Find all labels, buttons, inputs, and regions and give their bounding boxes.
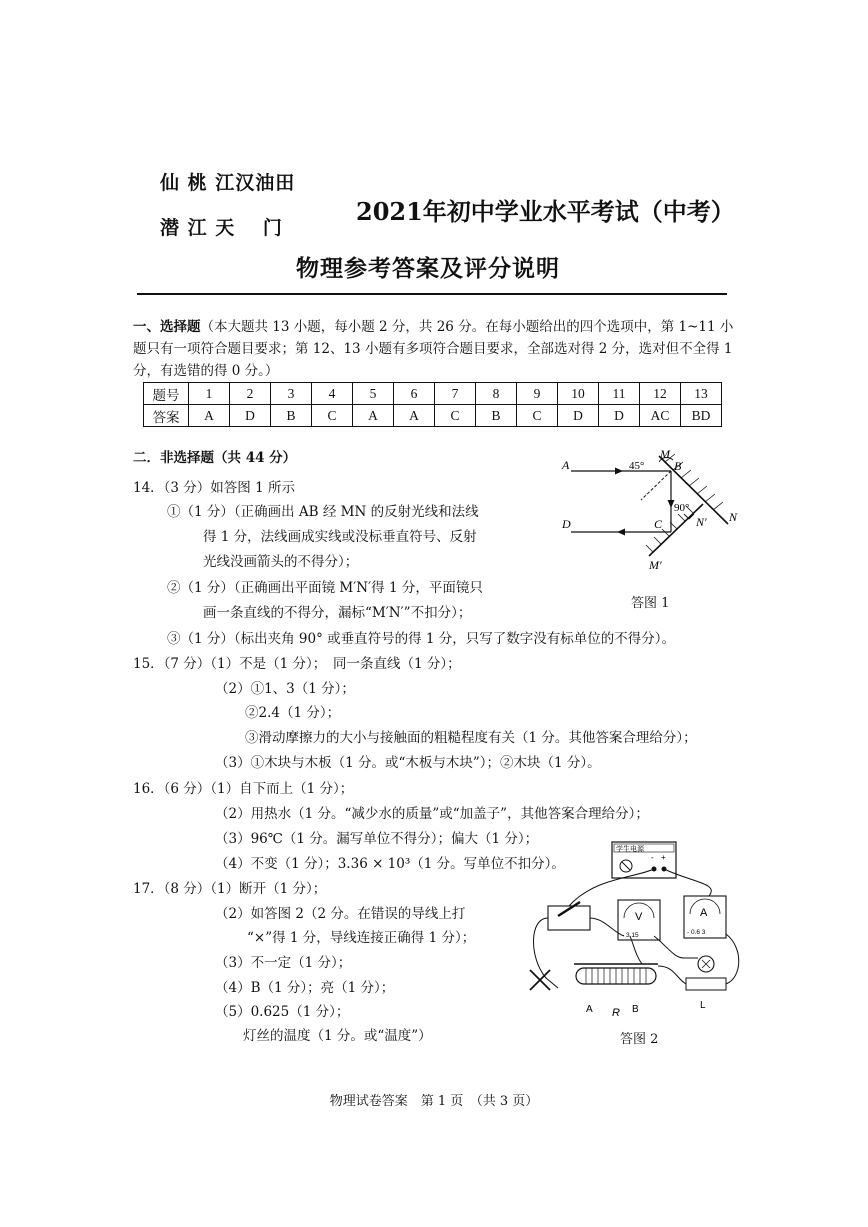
table-cell: A: [353, 405, 394, 427]
label-n: N: [729, 510, 738, 524]
table-cell: A: [394, 405, 435, 427]
table-cell: C: [517, 405, 558, 427]
table-cell: D: [599, 405, 640, 427]
table-row-answers: [144, 405, 722, 427]
rheostat-terminal-b: B: [632, 1004, 639, 1015]
answer-line: ②2.4（1 分）；: [245, 705, 341, 721]
answer-line: 15．（7 分）（1）不是（1 分）； 同一条直线（1 分）；: [133, 656, 461, 672]
answer-line: 画一条直线的不得分，漏标“M′N′”不扣分）；: [203, 605, 472, 621]
answer-line: （5）0.625（1 分）；: [215, 1004, 350, 1020]
table-cell: 9: [517, 383, 558, 405]
answer-line: “×”得 1 分，导线连接正确得 1 分）；: [247, 930, 476, 946]
table-cell: 7: [435, 383, 476, 405]
figure-2-circuit: [524, 838, 749, 1023]
label-m: M: [660, 448, 670, 461]
power-minus: -: [651, 853, 654, 862]
answer-line: ②（1 分）（正确画出平面镜 M′N′得 1 分，平面镜只: [167, 580, 483, 596]
section1-intro: [133, 316, 738, 382]
page-subtitle: 物理参考答案及评分说明: [296, 255, 560, 282]
table-cell: D: [558, 405, 599, 427]
row-label: 题号: [144, 383, 189, 405]
regions-line-1: 仙 桃 江汉油田: [160, 172, 296, 194]
answer-line: （3）96℃（1 分。漏写单位不得分）；偏大（1 分）；: [215, 831, 539, 847]
table-cell: 4: [312, 383, 353, 405]
label-b: B: [674, 459, 682, 473]
table-cell: 3: [271, 383, 312, 405]
table-cell: 6: [394, 383, 435, 405]
angle-90-label: 90°: [674, 502, 690, 514]
answer-line: ①（1 分）（正确画出 AB 经 MN 的反射光线和法线: [167, 504, 479, 520]
table-cell: 1: [189, 383, 230, 405]
answer-line: 灯丝的温度（1 分。或“温度”）: [243, 1028, 432, 1044]
table-cell: 11: [599, 383, 640, 405]
table-cell: 13: [681, 383, 722, 405]
section1-text: （本大题共 13 小题，每小题 2 分，共 26 分。在每小题给出的四个选项中，第 1~11 小题只有一项符合题目要求；第 12、13 小题有多项符合题目要求，全部选对得 2 分，选对但不全得 1 分，有选错的得 0 分。）: [133, 319, 734, 379]
answer-table: [143, 382, 722, 427]
answer-line: （2）用热水（1 分。“减少水的质量”或“加盖子”，其他答案合理给分）；: [215, 806, 649, 822]
ammeter-scale: - 0.6 3: [687, 929, 706, 936]
label-d: D: [562, 517, 571, 531]
table-cell: 2: [230, 383, 271, 405]
ammeter-label: A: [700, 907, 708, 919]
table-cell: 10: [558, 383, 599, 405]
table-cell: A: [189, 405, 230, 427]
table-cell: 5: [353, 383, 394, 405]
figure-1-ray-diagram: [553, 448, 748, 573]
table-row-numbers: [144, 383, 722, 405]
voltmeter-label: V: [635, 911, 643, 923]
label-m-prime: M′: [649, 558, 662, 572]
power-label: 学生电源: [616, 846, 644, 853]
answer-line: ③（1 分）（标出夹角 90° 或垂直符号的得 1 分，只写了数字没有标单位的不得分）。: [167, 631, 676, 647]
table-cell: B: [476, 405, 517, 427]
answer-line: 16．（6 分）（1）自下而上（1 分）；: [133, 781, 354, 797]
power-plus: +: [661, 853, 666, 862]
page-footer: 物理试卷答案 第 1 页 （共 3 页）: [329, 1094, 539, 1109]
rheostat-terminal-a: A: [586, 1004, 593, 1015]
answer-line: （3）①木块与木板（1 分。或“木板与木块”）；②木块（1 分）。: [215, 755, 601, 771]
regions-line-2: 潜 江 天 门: [160, 217, 283, 239]
table-cell: D: [230, 405, 271, 427]
answer-line: （3）不一定（1 分）；: [215, 955, 352, 971]
table-cell: 12: [640, 383, 681, 405]
figure-1-caption: 答图 1: [631, 596, 670, 611]
answer-line: （4）不变（1 分）；3.36 × 10³（1 分。写单位不扣分）。: [215, 856, 565, 872]
page-title: 2021年初中学业水平考试（中考）: [356, 197, 735, 226]
section2-heading: 二．非选择题（共 44 分）: [133, 450, 297, 466]
answer-line: （2）①1、3（1 分）；: [215, 681, 355, 697]
answer-line: 得 1 分，法线画成实线或没标垂直符号、反射: [203, 529, 477, 545]
angle-45-label: 45°: [629, 460, 645, 472]
row-label: 答案: [144, 405, 189, 427]
label-n-prime: N′: [696, 515, 707, 529]
answer-line: 14．（3 分）如答图 1 所示: [133, 480, 295, 496]
answer-line: 17．（8 分）（1）断开（1 分）；: [133, 881, 327, 897]
answer-line: （2）如答图 2（2 分。在错误的导线上打: [215, 906, 466, 922]
answer-line: （4）B（1 分）；亮（1 分）；: [215, 980, 395, 996]
section1-heading: 一、选择题: [133, 319, 201, 335]
rheostat-label: R: [612, 1007, 620, 1019]
label-c: C: [654, 517, 663, 531]
table-cell: B: [271, 405, 312, 427]
table-cell: C: [312, 405, 353, 427]
table-cell: AC: [640, 405, 681, 427]
answer-line: ③滑动摩擦力的大小与接触面的粗糙程度有关（1 分。其他答案合理给分）；: [245, 730, 697, 746]
header-divider: [137, 293, 727, 295]
answer-line: 光线没画箭头的不得分）；: [203, 554, 359, 570]
figure-2-caption: 答图 2: [620, 1032, 659, 1047]
label-a: A: [562, 458, 570, 472]
bulb-label: L: [700, 1000, 706, 1011]
voltmeter-scale: - 3 15: [622, 932, 639, 939]
table-cell: 8: [476, 383, 517, 405]
table-cell: BD: [681, 405, 722, 427]
table-cell: C: [435, 405, 476, 427]
